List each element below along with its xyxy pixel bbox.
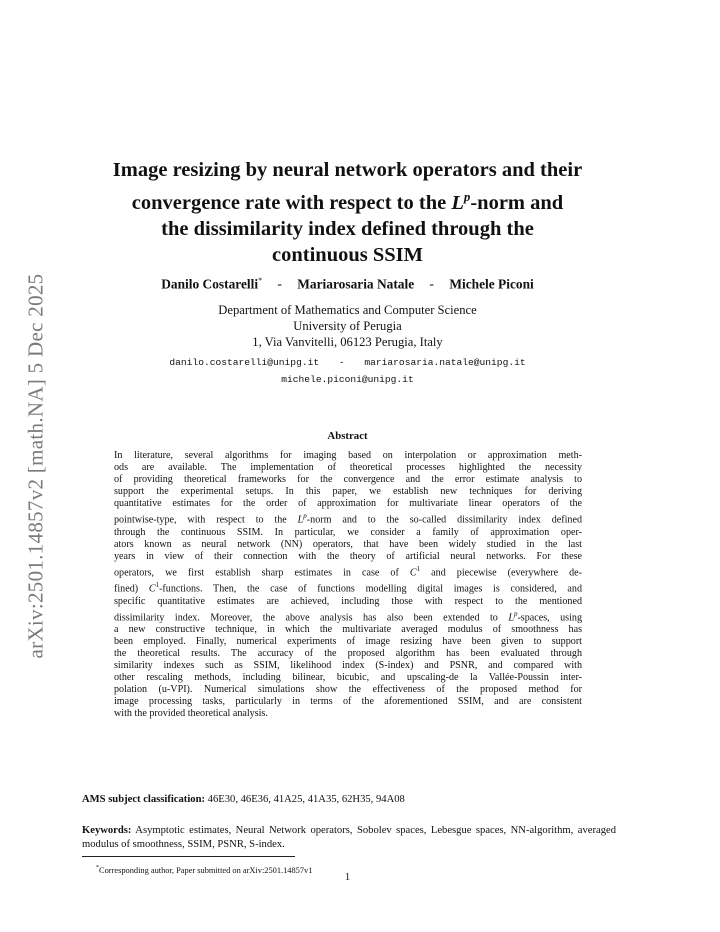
footnote-rule: [82, 856, 295, 857]
keywords-label: Keywords:: [82, 825, 132, 836]
author-separator: -: [277, 276, 282, 292]
ams-label: AMS subject classification:: [82, 794, 205, 805]
author-2: Mariarosaria Natale: [297, 276, 415, 292]
email-separator: -: [338, 357, 345, 368]
affiliation: [70, 302, 625, 350]
footnote-mark: *: [96, 865, 99, 871]
abstract-line: quantitative estimates for the order of approximation for multivariate linear operators of the: [114, 498, 582, 510]
title-math-p: p: [463, 188, 471, 204]
abstract-line: ods are available. The implementation of theoretical processes highlighted the necessity: [114, 462, 582, 474]
abstract-line: of providing theoretical frameworks for the convergence and the error estimate analysis to: [114, 474, 582, 486]
abstract-line: years in view of their connection with the theory of artificial neural networks. For these: [114, 550, 582, 562]
author-list: [70, 276, 625, 292]
abstract-line: other rescaling methods, including bilinear, bicubic, and upscaling-de la Vallée-Poussin inter-: [114, 672, 582, 684]
abstract-line: ators known as neural network (NN) operators, that have been widely studied in the last: [114, 538, 582, 550]
university: University of Perugia: [293, 319, 402, 333]
abstract-line: been employed. Finally, numerical experiments of image resizing have been given to support: [114, 636, 582, 648]
abstract-line: operators, we first establish sharp estimates in case of $C^1$ and piecewise (everywhere de-: [114, 564, 582, 579]
title-line-2: [70, 184, 625, 216]
author-separator: -: [429, 276, 434, 292]
title-line-2-text: convergence rate with respect to the: [131, 191, 452, 214]
title-math-L: L: [451, 191, 464, 214]
abstract-line: dissimilarity index. Moreover, the above analysis has also been extended to $L^p$-spaces, using: [114, 609, 582, 623]
title-line-4: continuous SSIM: [272, 244, 423, 267]
abstract-line: fined) $C^1$-functions. Then, the case of functions modelling digital images is considered, and: [114, 581, 583, 595]
ams-classification: [82, 794, 622, 805]
keywords-value: Asymptotic estimates, Neural Network operators, Sobolev spaces, Lebesgue spaces, NN-algorithm, averaged modulus of smoothness, SSIM, PSNR, S-index.: [82, 825, 616, 850]
ams-value: 46E30, 46E36, 41A25, 41A35, 62H35, 94A08: [207, 794, 405, 805]
address: 1, Via Vanvitelli, 06123 Perugia, Italy: [252, 335, 443, 349]
paper-title: [70, 157, 625, 269]
title-line-3: the dissimilarity index defined through the: [161, 217, 534, 240]
abstract-heading: Abstract: [327, 430, 368, 442]
page-number: 1: [344, 872, 351, 883]
footnote-text: Corresponding author, Paper submitted on arXiv:2501.14857v1: [99, 865, 313, 875]
abstract-body: [114, 450, 582, 720]
abstract-line: the theoretical results. The accuracy of the proposed algorithm has been evaluated through: [114, 648, 582, 660]
abstract-line: image processing tasks, particularly in terms of the aforementioned SSIM, and are consistent: [114, 696, 582, 708]
email-2[interactable]: mariarosaria.natale@unipg.it: [364, 357, 526, 368]
title-line-1: Image resizing by neural network operators and their: [112, 159, 583, 181]
email-1[interactable]: danilo.costarelli@unipg.it: [169, 357, 320, 368]
email-3[interactable]: michele.piconi@unipg.it: [281, 374, 414, 385]
author-3: Michele Piconi: [449, 276, 534, 292]
author-1: Danilo Costarelli: [161, 276, 259, 292]
abstract-line: specific quantitative estimates are achieved, including those with respect to the mentioned: [114, 595, 582, 607]
abstract-line: pointwise-type, with respect to the $L^p$-norm and to the so-called dissimilarity index defined: [114, 512, 582, 526]
email-list: [70, 354, 625, 388]
corresponding-mark: *: [258, 276, 263, 285]
abstract-line: similarity indexes such as SSIM, likelihood index (S-index) and PSNR, and compared with: [114, 660, 582, 672]
title-line-2-end: -norm and: [470, 191, 564, 214]
abstract-line: through the continuous SSIM. In particular, we consider a family of approximation oper-: [114, 526, 582, 538]
abstract-line: In literature, several algorithms for imaging based on interpolation or approximation meth-: [114, 450, 582, 461]
abstract-line: support the experimental setups. In this paper, we establish new techniques for deriving: [114, 486, 582, 498]
abstract-line: with the provided theoretical analysis.: [114, 708, 268, 720]
department: Department of Mathematics and Computer Science: [218, 303, 477, 317]
arxiv-identifier-stamp: arXiv:2501.14857v2 [math.NA] 5 Dec 2025: [23, 273, 48, 659]
keywords: [82, 824, 616, 852]
abstract-line: polation (u-VPI). Numerical simulations show the effectiveness of the proposed method for: [114, 684, 582, 696]
abstract-line: a new constructive technique, in which the multivariate averaged modulus of smoothness has: [114, 624, 582, 636]
